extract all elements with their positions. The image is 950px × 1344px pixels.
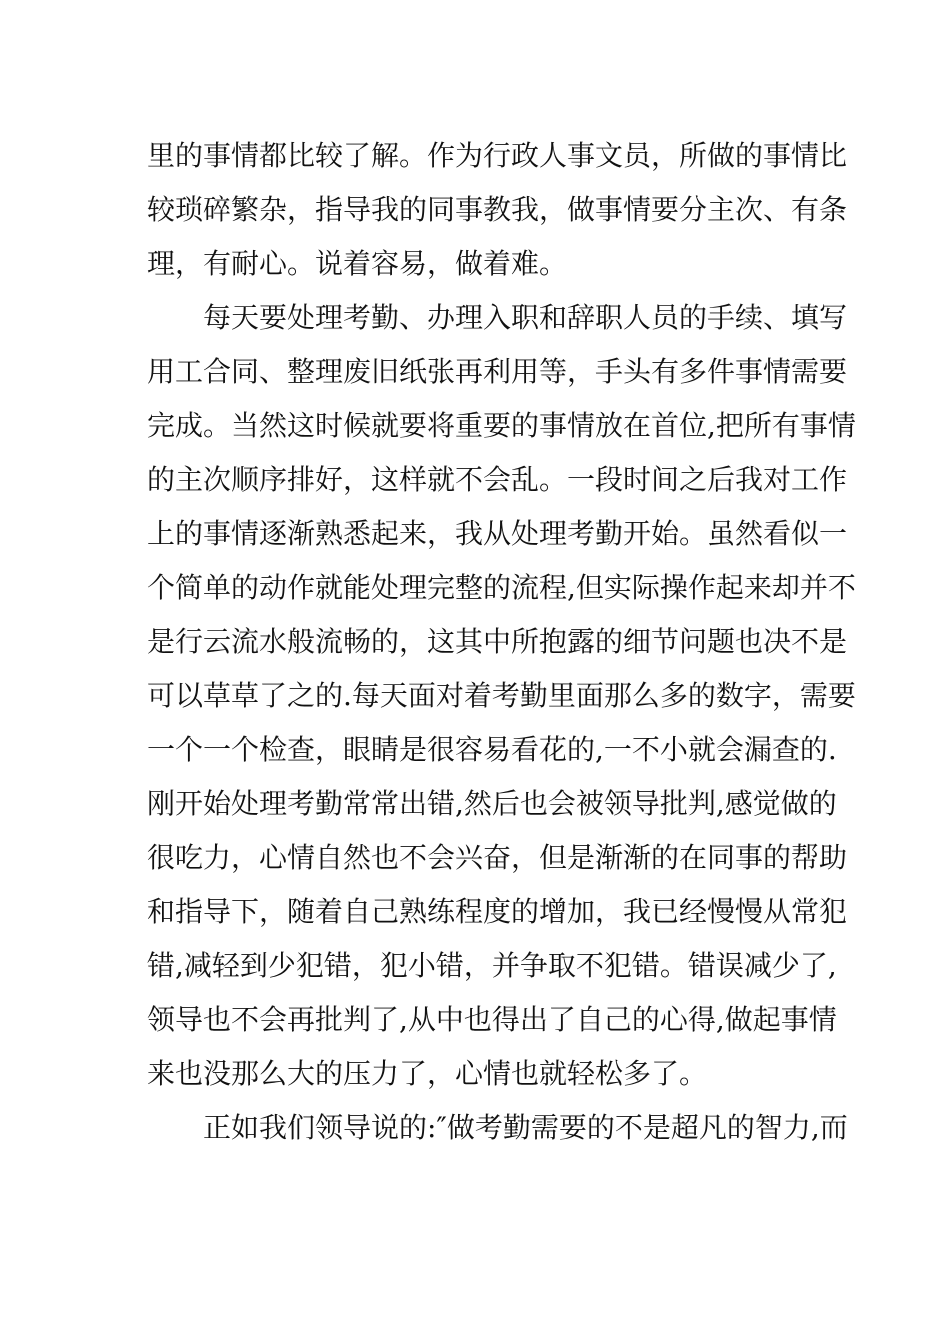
- text-line: 较琐碎繁杂，指导我的同事教我，做事情要分主次、有条: [147, 193, 848, 226]
- text-line: 领导也不会再批判了,从中也得出了自己的心得,做起事情: [147, 1003, 837, 1036]
- text-line: 理，有耐心。说着容易，做着难。: [147, 247, 568, 280]
- text-line: 一个一个检查，眼睛是很容易看花的,一不小就会漏查的.: [147, 733, 837, 766]
- text-line: 刚开始处理考勤常常出错,然后也会被领导批判,感觉做的: [147, 787, 837, 820]
- text-line: 和指导下，随着自己熟练程度的增加，我已经慢慢从常犯: [147, 895, 848, 928]
- text-line: 完成。当然这时候就要将重要的事情放在首位,把所有事情: [147, 409, 856, 442]
- text-line: 每天要处理考勤、办理入职和辞职人员的手续、填写: [203, 301, 848, 334]
- text-line: 错,减轻到少犯错，犯小错，并争取不犯错。错误减少了,: [147, 949, 837, 982]
- text-line: 是行云流水般流畅的，这其中所抱露的细节问题也决不是: [147, 625, 848, 658]
- text-line: 来也没那么大的压力了，心情也就轻松多了。: [147, 1057, 708, 1090]
- text-line: 用工合同、整理废旧纸张再利用等，手头有多件事情需要: [147, 355, 848, 388]
- text-line: 个简单的动作就能处理完整的流程,但实际操作起来却并不: [147, 571, 856, 604]
- text-line: 上的事情逐渐熟悉起来，我从处理考勤开始。虽然看似一: [147, 517, 848, 550]
- text-line: 里的事情都比较了解。作为行政人事文员，所做的事情比: [147, 139, 848, 172]
- text-line: 的主次顺序排好，这样就不会乱。一段时间之后我对工作: [147, 463, 848, 496]
- text-line: 可以草草了之的.每天面对着考勤里面那么多的数字，需要: [147, 679, 856, 712]
- body-text: [147, 129, 856, 1155]
- text-line: 很吃力，心情自然也不会兴奋，但是渐渐的在同事的帮助: [147, 841, 848, 874]
- text-line: 正如我们领导说的:″做考勤需要的不是超凡的智力,而: [203, 1111, 848, 1144]
